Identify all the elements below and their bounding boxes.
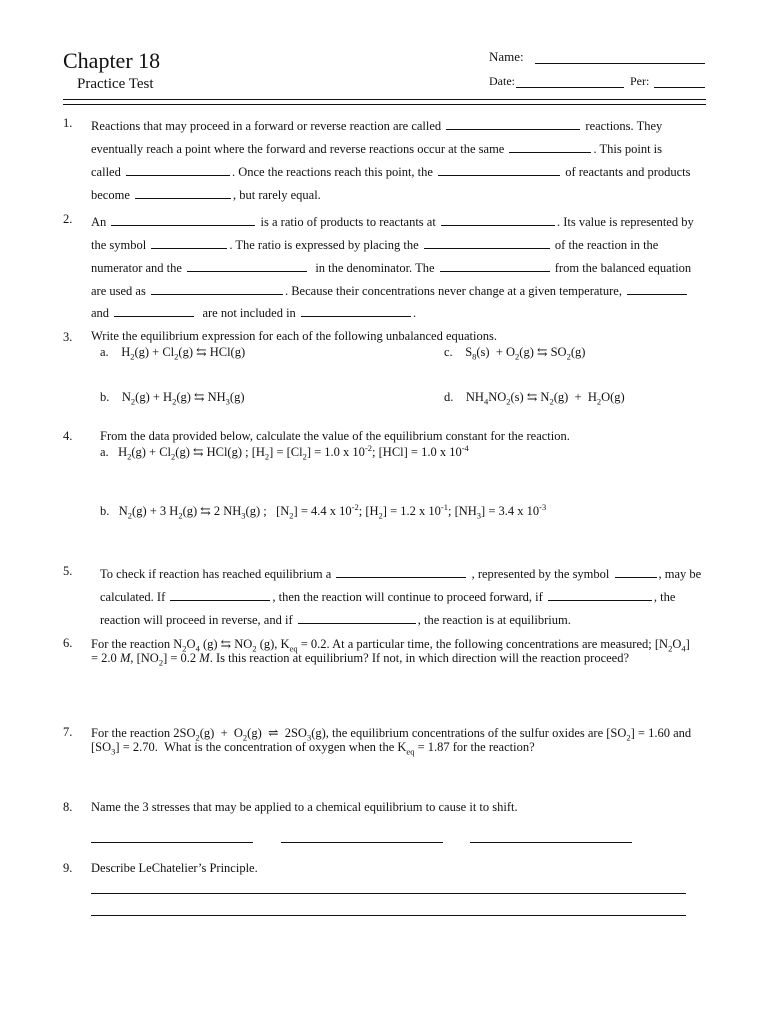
q7-line1: For the reaction $2SO_2(g) + O_2(g)$ ⇌ $2SO_3(g)$, the equilibrium concentrations of the sulfur oxides are $[SO_2] = 1.60$ and xyxy=(91,726,692,743)
q2-blank-temperature[interactable] xyxy=(441,212,555,226)
question-number: 3. xyxy=(63,330,73,344)
q9-answer-line-2[interactable] xyxy=(91,915,686,916)
q5-blank-symbol[interactable] xyxy=(615,564,657,578)
q8-answer-line-3[interactable] xyxy=(470,842,632,843)
q3c-equation: c. $S_8(s) + O_2(g)$ ⇆ $SO_2(g)$ xyxy=(444,345,586,362)
q2-line4: are used as . Because their concentrations never change at a given temperature, xyxy=(91,281,689,299)
q9-answer-line-1[interactable] xyxy=(91,893,686,894)
name-field[interactable] xyxy=(535,63,705,64)
q2-blank-expression[interactable] xyxy=(301,303,411,317)
question-number: 1. xyxy=(63,116,73,130)
per-field[interactable] xyxy=(654,87,705,88)
header-divider-bottom xyxy=(63,104,706,105)
q2-blank-liquids[interactable] xyxy=(114,303,194,317)
q1-line2: eventually reach a point where the forward and reverse reactions occur at the same . This point is xyxy=(91,139,662,157)
q4a-data: a. $H_2(g) + Cl_2(g)$ ⇆ HCl(g) ; $[H_2] = [Cl_2] = 1.0$ x $10^{-2}$; [HCl] = 1.0 x $10^{-4}$ xyxy=(100,442,469,462)
q2-line1: An is a ratio of products to reactants at . Its value is represented by xyxy=(91,212,694,230)
page-title: Chapter 18 xyxy=(63,48,161,73)
q4-prompt: From the data provided below, calculate the value of the equilibrium constant for the reaction. xyxy=(100,429,570,443)
q2-line5: and are not included in . xyxy=(91,303,416,321)
q2-blank-exponents[interactable] xyxy=(151,281,283,295)
date-label: Date: xyxy=(489,74,515,88)
q4b-data: b. $N_2(g) + 3$ $H_2(g)$ ⇆ 2 $NH_3(g)$ ; $[N_2] = 4.4$ x $10^{-2}$; $[H_2] = 1.2$ x $10^{-1}$; $[NH_3] = 3.4$ x $10^{-3}$ xyxy=(100,501,547,521)
q1-blank-reversible[interactable] xyxy=(446,116,580,130)
question-number: 8. xyxy=(63,800,73,814)
question-number: 7. xyxy=(63,725,73,739)
q1-line3: called . Once the reactions reach this point, the of reactants and products xyxy=(91,162,691,180)
q8-prompt: Name the 3 stresses that may be applied to a chemical equilibrium to cause it to shift. xyxy=(91,800,518,814)
q3d-equation: d. $NH_4NO_2(s)$ ⇆ $N_2(g) + H_2O(g)$ xyxy=(444,390,625,407)
q2-blank-symbol[interactable] xyxy=(151,235,227,249)
question-number: 4. xyxy=(63,429,73,443)
question-number: 6. xyxy=(63,636,73,650)
q2-line3: numerator and the in the denominator. The from the balanced equation xyxy=(91,258,691,276)
q2-blank-reactants[interactable] xyxy=(187,258,307,272)
question-number: 9. xyxy=(63,861,73,875)
name-label: Name: xyxy=(489,49,524,64)
q1-blank-equilibrium[interactable] xyxy=(126,162,230,176)
q2-blank-products[interactable] xyxy=(424,235,550,249)
date-field[interactable] xyxy=(516,87,624,88)
q5-line3: reaction will proceed in reverse, and if , the reaction is at equilibrium. xyxy=(100,610,571,628)
q3b-equation: b. $N_2(g) + H_2(g)$ ⇆ $NH_3(g)$ xyxy=(100,390,245,407)
q3-prompt: Write the equilibrium expression for each of the following unbalanced equations. xyxy=(91,329,497,343)
q6-line1: For the reaction $N_2O_4$ (g) ⇆ $NO_2$ (g), $K_{eq} = 0.2$. At a particular time, the following concentrations are measured; $[N_2O_4]$ xyxy=(91,637,690,654)
q5-line2: calculated. If , then the reaction will continue to proceed forward, if , the xyxy=(100,587,675,605)
question-number: 5. xyxy=(63,564,73,578)
q2-blank-coefficients[interactable] xyxy=(440,258,550,272)
q9-prompt: Describe LeChatelier’s Principle. xyxy=(91,861,258,875)
q1-blank-rate[interactable] xyxy=(509,139,591,153)
page-subtitle: Practice Test xyxy=(77,76,154,92)
q8-answer-line-2[interactable] xyxy=(281,842,443,843)
q5-blank-reverse-condition[interactable] xyxy=(548,587,652,601)
q1-blank-concentrations[interactable] xyxy=(438,162,560,176)
header-divider-top xyxy=(63,99,706,100)
q5-line1: To check if reaction has reached equilibrium a , represented by the symbol , may be xyxy=(100,564,701,582)
q2-line2: the symbol . The ratio is expressed by placing the of the reaction in the xyxy=(91,235,658,253)
q5-blank-quotient[interactable] xyxy=(336,564,466,578)
q1-line4: become , but rarely equal. xyxy=(91,185,321,203)
per-label: Per: xyxy=(630,74,650,88)
q5-blank-equal-condition[interactable] xyxy=(298,610,416,624)
q1-blank-constant[interactable] xyxy=(135,185,231,199)
q6-line2: = 2.0 M, $[NO_2] = 0.2$ M. Is this reaction at equilibrium? If not, in which direction will the reaction proceed? xyxy=(91,651,630,668)
q2-blank-constant[interactable] xyxy=(111,212,255,226)
q8-answer-line-1[interactable] xyxy=(91,842,253,843)
q3a-equation: a. $H_2(g) + Cl_2(g)$ ⇆ HCl(g) xyxy=(100,345,246,362)
q7-line2: $[SO_3] = 2.70$. What is the concentration of oxygen when the $K_{eq} = 1.87$ for the reaction? xyxy=(91,740,535,757)
question-number: 2. xyxy=(63,212,73,226)
q2-blank-solids[interactable] xyxy=(627,281,687,295)
q1-line1: Reactions that may proceed in a forward or reverse reaction are called reactions. They xyxy=(91,116,662,134)
q5-blank-forward-condition[interactable] xyxy=(170,587,270,601)
